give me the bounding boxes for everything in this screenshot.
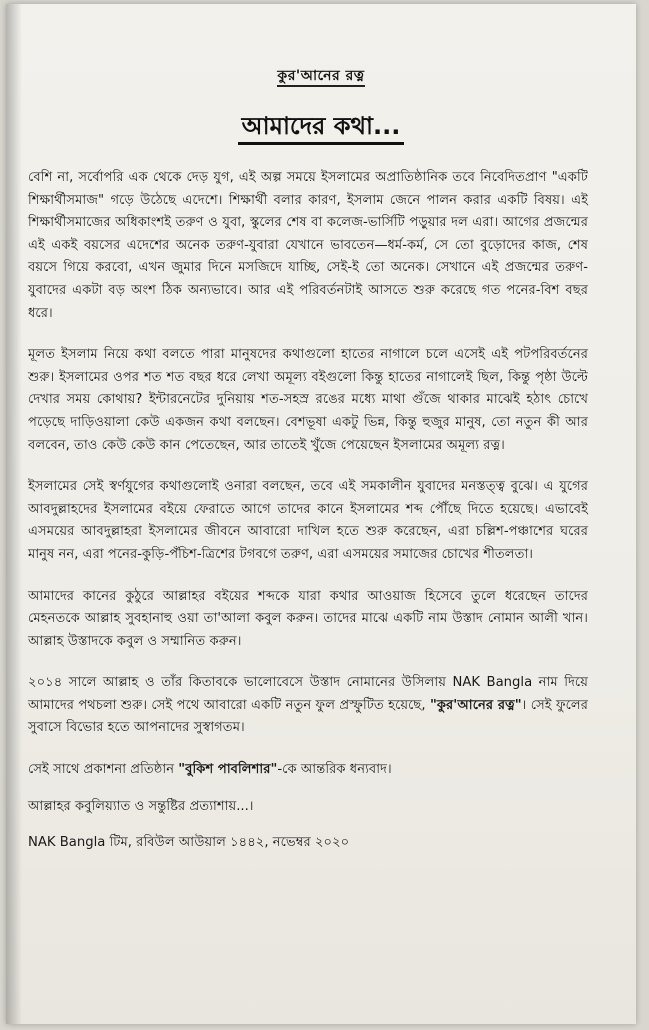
- page-spine-shadow: [6, 4, 22, 1024]
- book-page: [6, 4, 636, 1024]
- book-title-highlight: "কুর'আনের রত্ন": [429, 697, 522, 713]
- paragraph-6: সেই সাথে প্রকাশনা প্রতিষ্ঠান "বুকিশ পাবলিশার"-কে আন্তরিক ধন্যবাদ।: [28, 762, 392, 778]
- paragraph-5: ২০১৪ সালে আল্লাহ ও তাঁর কিতাবকে ভালোবেসে উস্তাদ নোমানের উসিলায় NAK Bangla নাম দিয়ে আমাদের পথচলা শুরু। সেই পথে আবারো একটি নতুন ফুল প্রস্ফুটিত হয়েছে, "কুর'আনের রত্ন"। সেই ফুলের সুবাসে বিভোর হতে আপনাদের সুস্বাগতম।: [28, 675, 588, 736]
- paragraph-1: বেশি না, সর্বোপরি এক থেকে দেড় যুগ, এই অল্প সময়ে ইসলামের অপ্রাতিষ্ঠানিক তবে নিবেদিতপ্রাণ "একটি শিক্ষার্থীসমাজ" গড়ে উঠেছে এদেশে। শিক্ষার্থী বলার কারণ, ইসলাম জেনে পালন করার একটি বিষয়। এই শিক্ষার্থীসমাজের অধিকাংশই তরুণ ও যুবা, স্কুলের শেষ বা কলেজ-ভার্সিটি পড়ুয়ার দল এরা। আগের প্রজন্মের এই একই বয়সের এদেশের অনেক তরুণ-যুবারা যেখানে ভাবতেন—ধর্ম-কর্ম, সে তো বুড়োদের কাজ, শেষ বয়সে গিয়ে করবো, এখন জুমার দিনে মসজিদে যাচ্ছি, সেই-ই তো অনেক। সেখানে এই প্রজন্মের তরুণ-যুবাদের একটা বড় অংশ ঠিক অন্যভাবে। আর এই পরিবর্তনটাই আসতে শুরু করেছে গত পনের-বিশ বছর ধরে।: [28, 170, 588, 321]
- paragraph-2: মূলত ইসলাম নিয়ে কথা বলতে পারা মানুষদের কথাগুলো হাতের নাগালে চলে এসেই এই পটপরিবর্তনের শুরু। ইসলামের ওপর শত শত বছর ধরে লেখা অমূল্য বইগুলো কিন্তু হাতের নাগালেই ছিল, কিন্তু পৃষ্ঠা উল্টে দেখার সময় কোথায়? ইন্টারনেটের দুনিয়ায় শত-সহস্র রঙের মধ্যে মাথা গুঁজে থাকার মাঝেই হঠাৎ চোখে পড়েছে দাড়িওয়ালা কেউ একজন কথা বলছেন। বেশভূষা একটু ভিন্ন, কিন্তু হুজুর মানুষ, তো নতুন কী আর বলবেন, তাও কেউ কেউ কান পেতেছেন, আর তাতেই খুঁজে পেয়েছেন ইসলামের অমূল্য রত্ন।: [28, 347, 588, 453]
- running-head: কুর'আনের রত্ন: [6, 64, 636, 88]
- paragraph-3: ইসলামের সেই স্বর্ণযুগের কথাগুলোই ওনারা বলছেন, তবে এই সমকালীন যুবাদের মনস্তত্ত্ব বুঝে। এ যুগের আবদুল্লাহদের ইসলামের বইয়ে ফেরাতে আগে তাদের কানে ইসলামের শব্দ পৌঁছে দিতে হয়েছে। এভাবেই এসময়ের আবদুল্লাহরা ইসলামের জীবনে আবারো দাখিল হতে শুরু করেছেন, এরা চল্লিশ-পঞ্চাশের ঘরের মানুষ নন, এরা পনের-কুড়ি-পঁচিশ-ত্রিশের টগবগে তরুণ, এরা এসময়ের সমাজের চোখের শীতলতা।: [28, 479, 588, 562]
- paragraph-4: আমাদের কানের কুঠুরে আল্লাহর বইয়ের শব্দকে যারা কথার আওয়াজ হিসেবে তুলে ধরেছেন তাদের মেহনতকে আল্লাহ সুবহানাহু ওয়া তা'আলা কবুল করুন। তাদের মাঝে একটি নাম উস্তাদ নোমান আলী খান। আল্লাহ উস্তাদকে কবুল ও সম্মানিত করুন।: [28, 588, 588, 649]
- signature-line: NAK Bangla টিম, রবিউল আউয়াল ১৪৪২, নভেম্বর ২০২০: [28, 835, 350, 851]
- publisher-name: "বুকিশ পাবলিশার": [178, 762, 278, 778]
- page-title: আমাদের কথা...: [6, 108, 636, 148]
- body-text: [28, 167, 588, 874]
- paragraph-7: আল্লাহর কবুলিয়্যাত ও সন্তুষ্টির প্রত্যাশায়...।: [28, 798, 254, 814]
